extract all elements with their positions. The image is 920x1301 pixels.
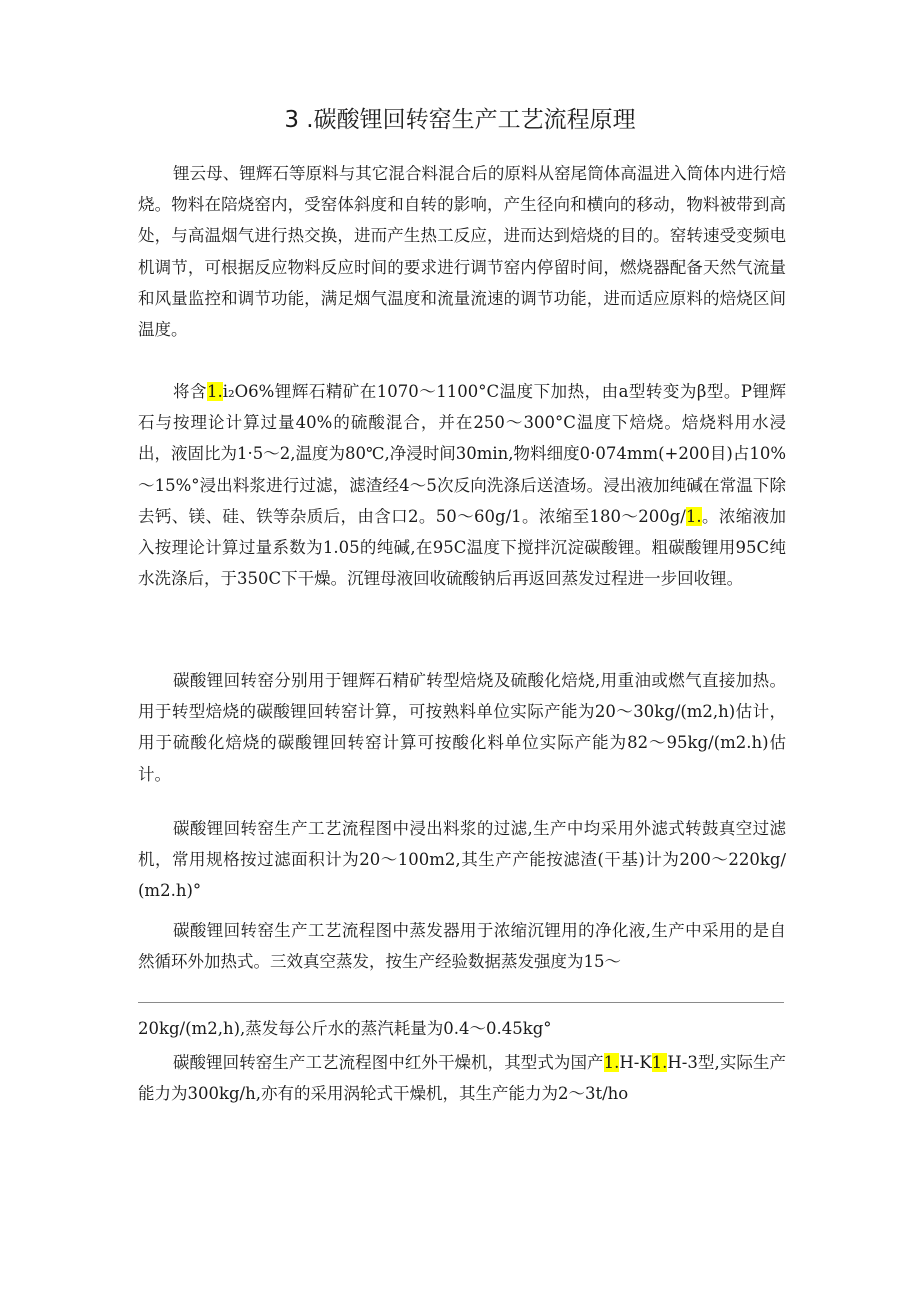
- highlight-mark: 1.: [603, 1053, 620, 1072]
- highlight-mark: 1.: [207, 382, 223, 401]
- paragraph-evaporator: 碳酸锂回转窑生产工艺流程图中蒸发器用于浓缩沉锂用的净化液,生产中采用的是自然循环外加热式。三效真空蒸发，按生产经验数据蒸发强度为15～: [138, 921, 786, 972]
- paragraph-raw-materials: 锂云母、锂辉石等原料与其它混合料混合后的原料从窑尾筒体高温进入筒体内进行焙烧。物料在陪烧窑内，受窑体斜度和自转的影响，产生径向和横向的移动，物料被带到高处，与高温烟气进行热交换，进而产生热工反应，进而达到焙烧的目的。窑转速受变频电机调节，可根据反应物料反应时间的要求进行调节窑内停留时间，燃烧器配备天然气流量和风量监控和调节功能，满足烟气温度和流量流速的调节功能，进而适应原料的焙烧区间温度。: [138, 164, 786, 340]
- paragraph-text: H-3型,实际生产能力为300kg/h,亦有的采用涡轮式干燥机，其生产能力为2～3t/ho: [138, 1053, 787, 1104]
- paragraph-process: [138, 376, 786, 594]
- page-divider: [138, 1002, 784, 1003]
- paragraph-filtration: 碳酸锂回转窑生产工艺流程图中浸出料浆的过滤,生产中均采用外滤式转鼓真空过滤机，常用规格按过滤面积计为20～100m2,其生产产能按滤渣(干基)计为200～220kg∕(m2.h)°: [138, 819, 786, 901]
- paragraph-text: i₂O6%锂辉石精矿在1070～1100°C温度下加热，由a型转变为β型。P锂辉石与按理论计算过量40%的硫酸混合，并在250～300°C温度下焙烧。焙烧料用水浸出，液固比为1·5～2,温度为80℃,净浸时间30min,物料细度0·074mm(+200目)占10%～15%°浸出料浆进行过滤，滤渣经4～5次反向洗涤后送渣场。浸出液加纯碱在常温下除去钙、镁、硅、铁等杂质后，由含口2。50～60g/1。浓缩至180～200g/: [138, 382, 787, 526]
- paragraph-text: 。浓缩液加入按理论计算过量系数为1.05的纯碱,在95C温度下搅拌沉淀碳酸锂。粗碳酸锂用95C纯水洗涤后，于350C下干燥。沉锂母液回收硫酸钠后再返回蒸发过程进一步回收锂。: [138, 506, 787, 589]
- paragraph-text: H-K: [619, 1053, 652, 1072]
- highlight-mark: 1.: [685, 506, 702, 526]
- page-title: 3 .碳酸锂回转窑生产工艺流程原理: [284, 107, 636, 133]
- paragraph-kiln-usage: 碳酸锂回转窑分别用于锂辉石精矿转型焙烧及硫酸化焙烧,用重油或燃气直接加热。用于转型焙烧的碳酸锂回转窑计算，可按熟料单位实际产能为20～30kg/(m2,h)估计，用于硫酸化焙烧的碳酸锂回转窑计算可按酸化料单位实际产能为82～95kg/(m2.h)估计。: [138, 671, 786, 784]
- paragraph-evaporator-continued: 20kg/(m2,h),蒸发每公斤水的蒸汽耗量为0.4～0.45kg°: [138, 1019, 552, 1038]
- paragraph-text: 碳酸锂回转窑生产工艺流程图中红外干燥机，其型式为国产: [173, 1053, 604, 1072]
- paragraph-dryer: [138, 1047, 786, 1109]
- highlight-mark: 1.: [651, 1053, 668, 1072]
- paragraph-text: 将含: [173, 382, 207, 401]
